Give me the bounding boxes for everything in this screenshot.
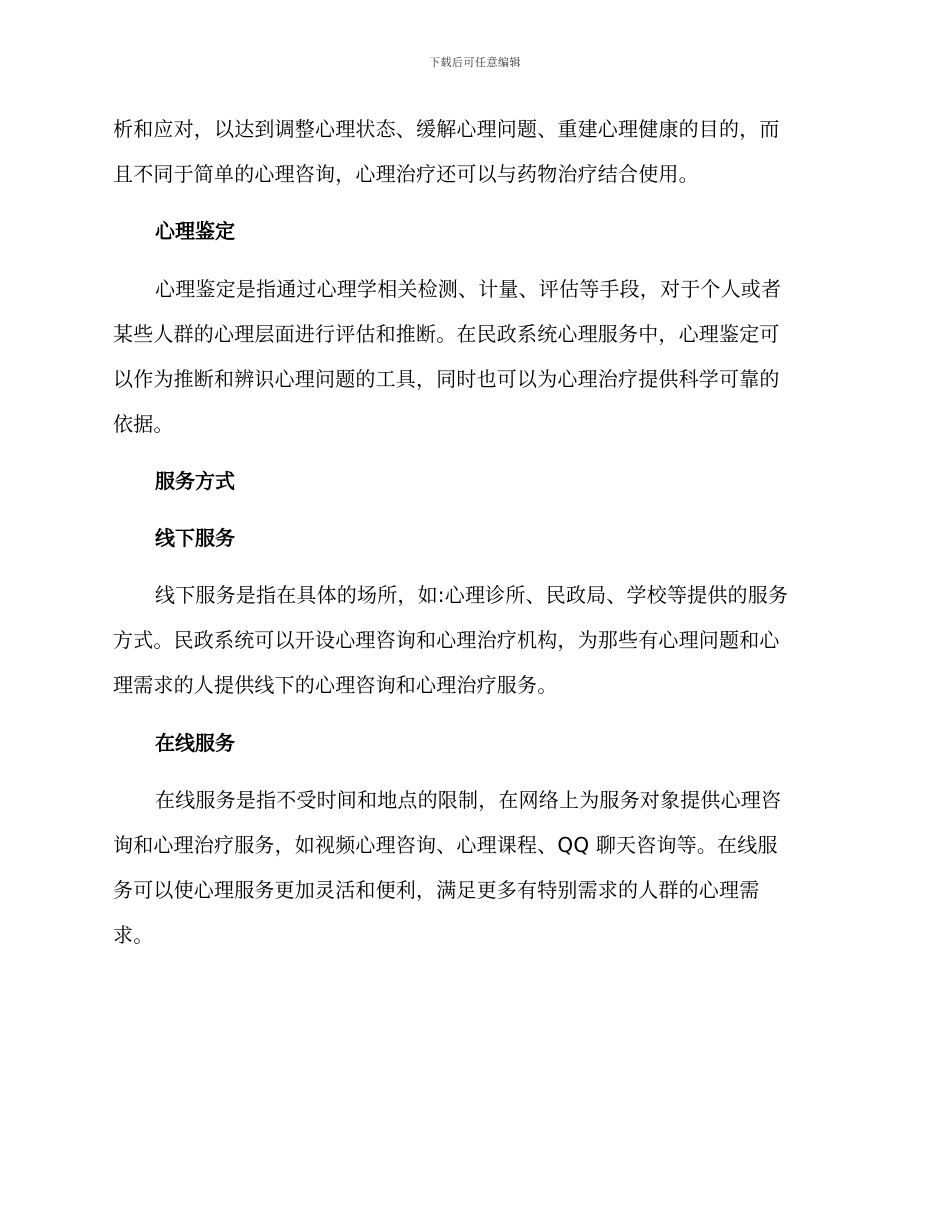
text-line: 析和应对，以达到调整心理状态、缓解心理问题、重建心理健康的目的，而 (113, 117, 780, 141)
heading-psychological-assessment: 心理鉴定 (155, 219, 235, 243)
text-line: 求。 (113, 923, 154, 947)
paragraph-offline-service (113, 573, 831, 708)
heading-offline-service: 线下服务 (155, 526, 235, 550)
text-line: 方式。民政系统可以开设心理咨询和心理治疗机构，为那些有心理问题和心 (113, 628, 780, 652)
text-line: 在线服务是指不受时间和地点的限制，在网络上为服务对象提供心理咨 (155, 788, 782, 812)
text-line: 询和心理治疗服务，如视频心理咨询、心理课程、QQ 聊天咨询等。在线服 (113, 833, 778, 857)
text-line: 心理鉴定是指通过心理学相关检测、计量、评估等手段，对于个人或者 (155, 277, 782, 301)
text-line: 理需求的人提供线下的心理咨询和心理治疗服务。 (113, 673, 558, 697)
heading-online-service: 在线服务 (155, 731, 235, 755)
text-line: 线下服务是指在具体的场所，如:心理诊所、民政局、学校等提供的服务 (155, 583, 789, 607)
text-line: 且不同于简单的心理咨询，心理治疗还可以与药物治疗结合使用。 (113, 162, 699, 186)
paragraph-online-service (113, 778, 831, 958)
text-line: 某些人群的心理层面进行评估和推断。在民政系统心理服务中，心理鉴定可 (113, 322, 780, 346)
text-line: 依据。 (113, 412, 174, 436)
paragraph-assessment (113, 267, 831, 447)
text-line: 务可以使心理服务更加灵活和便利，满足更多有特别需求的人群的心理需 (113, 878, 760, 902)
header-note: 下载后可任意编辑 (429, 56, 521, 69)
paragraph-therapy-continuation (113, 107, 831, 197)
heading-service-modes: 服务方式 (155, 469, 235, 493)
text-line: 以作为推断和辨识心理问题的工具，同时也可以为心理治疗提供科学可靠的 (113, 367, 780, 391)
